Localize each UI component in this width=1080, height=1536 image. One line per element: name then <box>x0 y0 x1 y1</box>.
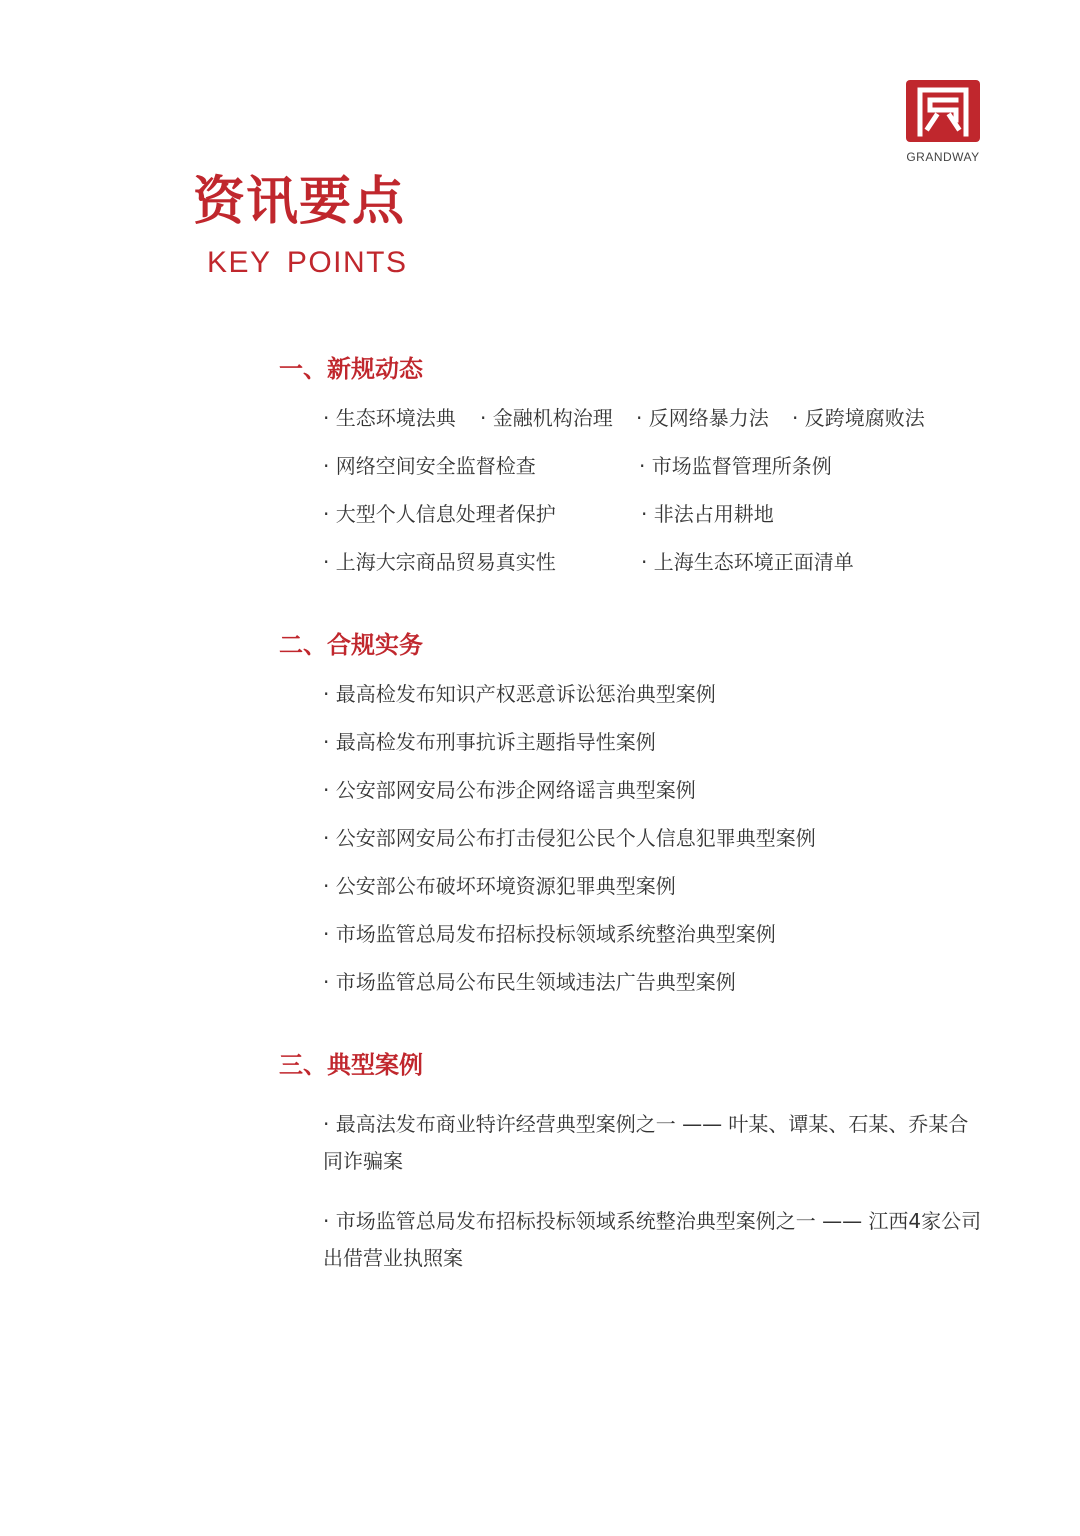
section-heading-typical-cases: 三、典型案例 <box>279 1051 423 1079</box>
list-item: · 反跨境腐败法 <box>792 406 925 430</box>
list-item: · 反网络暴力法 <box>636 406 769 430</box>
list-item: · 最高检发布知识产权恶意诉讼惩治典型案例 <box>323 682 716 706</box>
grandway-logo-icon <box>906 80 980 142</box>
section-heading-compliance-practice: 二、合规实务 <box>279 631 423 659</box>
grandway-logo <box>893 80 993 164</box>
list-item: · 市场监管总局公布民生领域违法广告典型案例 <box>323 970 736 994</box>
list-item: · 金融机构治理 <box>480 406 613 430</box>
list-item: · 上海大宗商品贸易真实性 <box>323 550 556 574</box>
list-item: · 公安部网安局公布打击侵犯公民个人信息犯罪典型案例 <box>323 826 816 850</box>
section-heading-new-regulations: 一、新规动态 <box>279 355 423 383</box>
list-item: · 市场监督管理所条例 <box>639 454 832 478</box>
logo-text: GRANDWAY <box>906 150 980 164</box>
list-item: · 上海生态环境正面清单 <box>641 550 854 574</box>
list-item: · 市场监管总局发布招标投标领域系统整治典型案例 <box>323 922 776 946</box>
list-item: · 公安部公布破坏环境资源犯罪典型案例 <box>323 874 676 898</box>
page-title: 资讯要点 <box>193 171 406 232</box>
list-item: · 大型个人信息处理者保护 <box>323 502 556 526</box>
list-item: · 最高检发布刑事抗诉主题指导性案例 <box>323 730 656 754</box>
list-item: · 市场监管总局发布招标投标领域系统整治典型案例之一 —— 江西4家公司出借营业执照案 <box>323 1209 982 1270</box>
page-subtitle: KEY POINTS <box>207 246 408 279</box>
list-item: · 网络空间安全监督检查 <box>323 454 536 478</box>
list-item: · 生态环境法典 <box>323 406 456 430</box>
list-item: · 最高法发布商业特许经营典型案例之一 —— 叶某、谭某、石某、乔某合同诈骗案 <box>323 1112 969 1173</box>
list-item: · 非法占用耕地 <box>641 502 774 526</box>
list-item: · 公安部网安局公布涉企网络谣言典型案例 <box>323 778 696 802</box>
